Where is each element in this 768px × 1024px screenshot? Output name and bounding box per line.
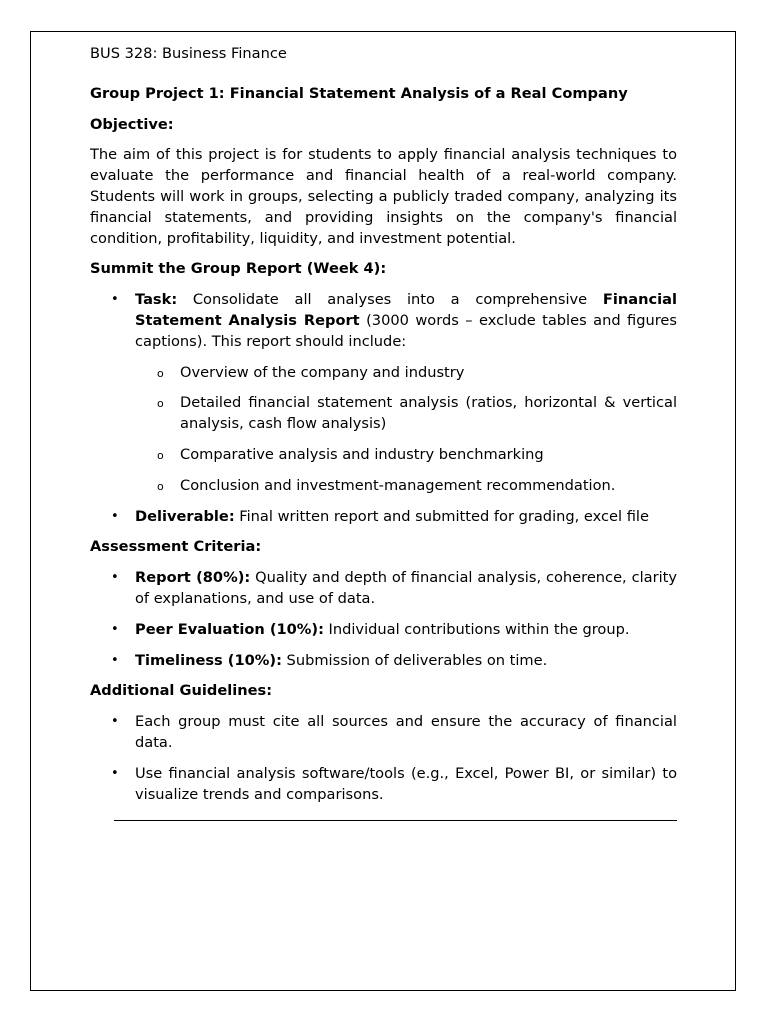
report-bullet-list (90, 290, 677, 527)
assessment-label: Peer Evaluation (10%): (135, 620, 324, 638)
sub-item-text: Comparative analysis and industry benchmarking (180, 445, 544, 463)
bullet-marker: • (111, 652, 119, 668)
task-sub-list (135, 363, 677, 497)
course-title: BUS 328: Business Finance (90, 45, 287, 62)
bullet-marker: • (111, 621, 119, 637)
bullet-marker: • (111, 508, 119, 524)
task-text-before: Consolidate all analyses into a comprehensive (177, 291, 603, 309)
assessment-text: Submission of deliverables on time. (281, 651, 548, 669)
assessment-text: Quality and depth of financial analysis, coherence, clarity of explanations, and use of data. (135, 569, 678, 607)
bullet-marker: • (111, 570, 119, 586)
sub-bullet-marker: o (157, 479, 164, 493)
task-report-name: Financial Statement Analysis Report (135, 291, 677, 329)
assessment-label: Timeliness (10%): (135, 651, 282, 669)
guideline-text: Use financial analysis software/tools (e.g., Excel, Power BI, or similar) to visualize trends and comparisons. (135, 764, 677, 803)
assessment-text: Individual contributions within the group. (323, 620, 630, 638)
bullet-marker: • (111, 714, 119, 730)
sub-item-text: Overview of the company and industry (180, 363, 465, 381)
end-rule-divider (114, 820, 677, 821)
deliverable-item (90, 507, 677, 528)
objective-heading: Objective: (90, 115, 174, 133)
assessment-item (90, 620, 677, 641)
assessment-label: Report (80%): (135, 569, 251, 587)
bullet-marker: • (111, 292, 119, 308)
guideline-item (90, 712, 677, 754)
sub-list-item (135, 445, 677, 466)
deliverable-label: Deliverable: (135, 507, 235, 525)
objective-paragraph: The aim of this project is for students to apply financial analysis techniques to evaluate the performance and financial health of a real-world company. Students will work in groups, selecting a publicly traded company, analyzing its financial statements, and providing insights on the company's financial condition, profitability, liquidity, and investment potential. (90, 146, 677, 247)
sub-list-item (135, 476, 677, 497)
assessment-item (90, 651, 677, 672)
guideline-text: Each group must cite all sources and ensure the accuracy of financial data. (135, 713, 677, 751)
assessment-item (90, 568, 677, 610)
document-body (90, 44, 677, 815)
assessment-list (90, 568, 677, 671)
assessment-heading: Assessment Criteria: (90, 538, 262, 556)
summit-heading: Summit the Group Report (Week 4): (90, 260, 387, 278)
sub-list-item (135, 393, 677, 435)
deliverable-text: Final written report and submitted for grading, excel file (234, 507, 649, 525)
sub-list-item (135, 363, 677, 384)
sub-bullet-marker: o (157, 397, 164, 411)
project-title: Group Project 1: Financial Statement Analysis of a Real Company (90, 84, 628, 102)
guidelines-list (90, 712, 677, 805)
guideline-item (90, 764, 677, 806)
task-text-after: (3000 words – exclude tables and figures captions). This report should include: (135, 311, 677, 350)
sub-item-text: Detailed financial statement analysis (ratios, horizontal & vertical analysis, cash flow analysis) (180, 394, 677, 433)
sub-item-text: Conclusion and investment-management recommendation. (180, 476, 616, 494)
sub-bullet-marker: o (157, 366, 164, 380)
guidelines-heading: Additional Guidelines: (90, 682, 273, 700)
bullet-marker: • (111, 765, 119, 781)
task-label: Task: (135, 291, 178, 309)
sub-bullet-marker: o (157, 448, 164, 462)
task-item (90, 290, 677, 496)
